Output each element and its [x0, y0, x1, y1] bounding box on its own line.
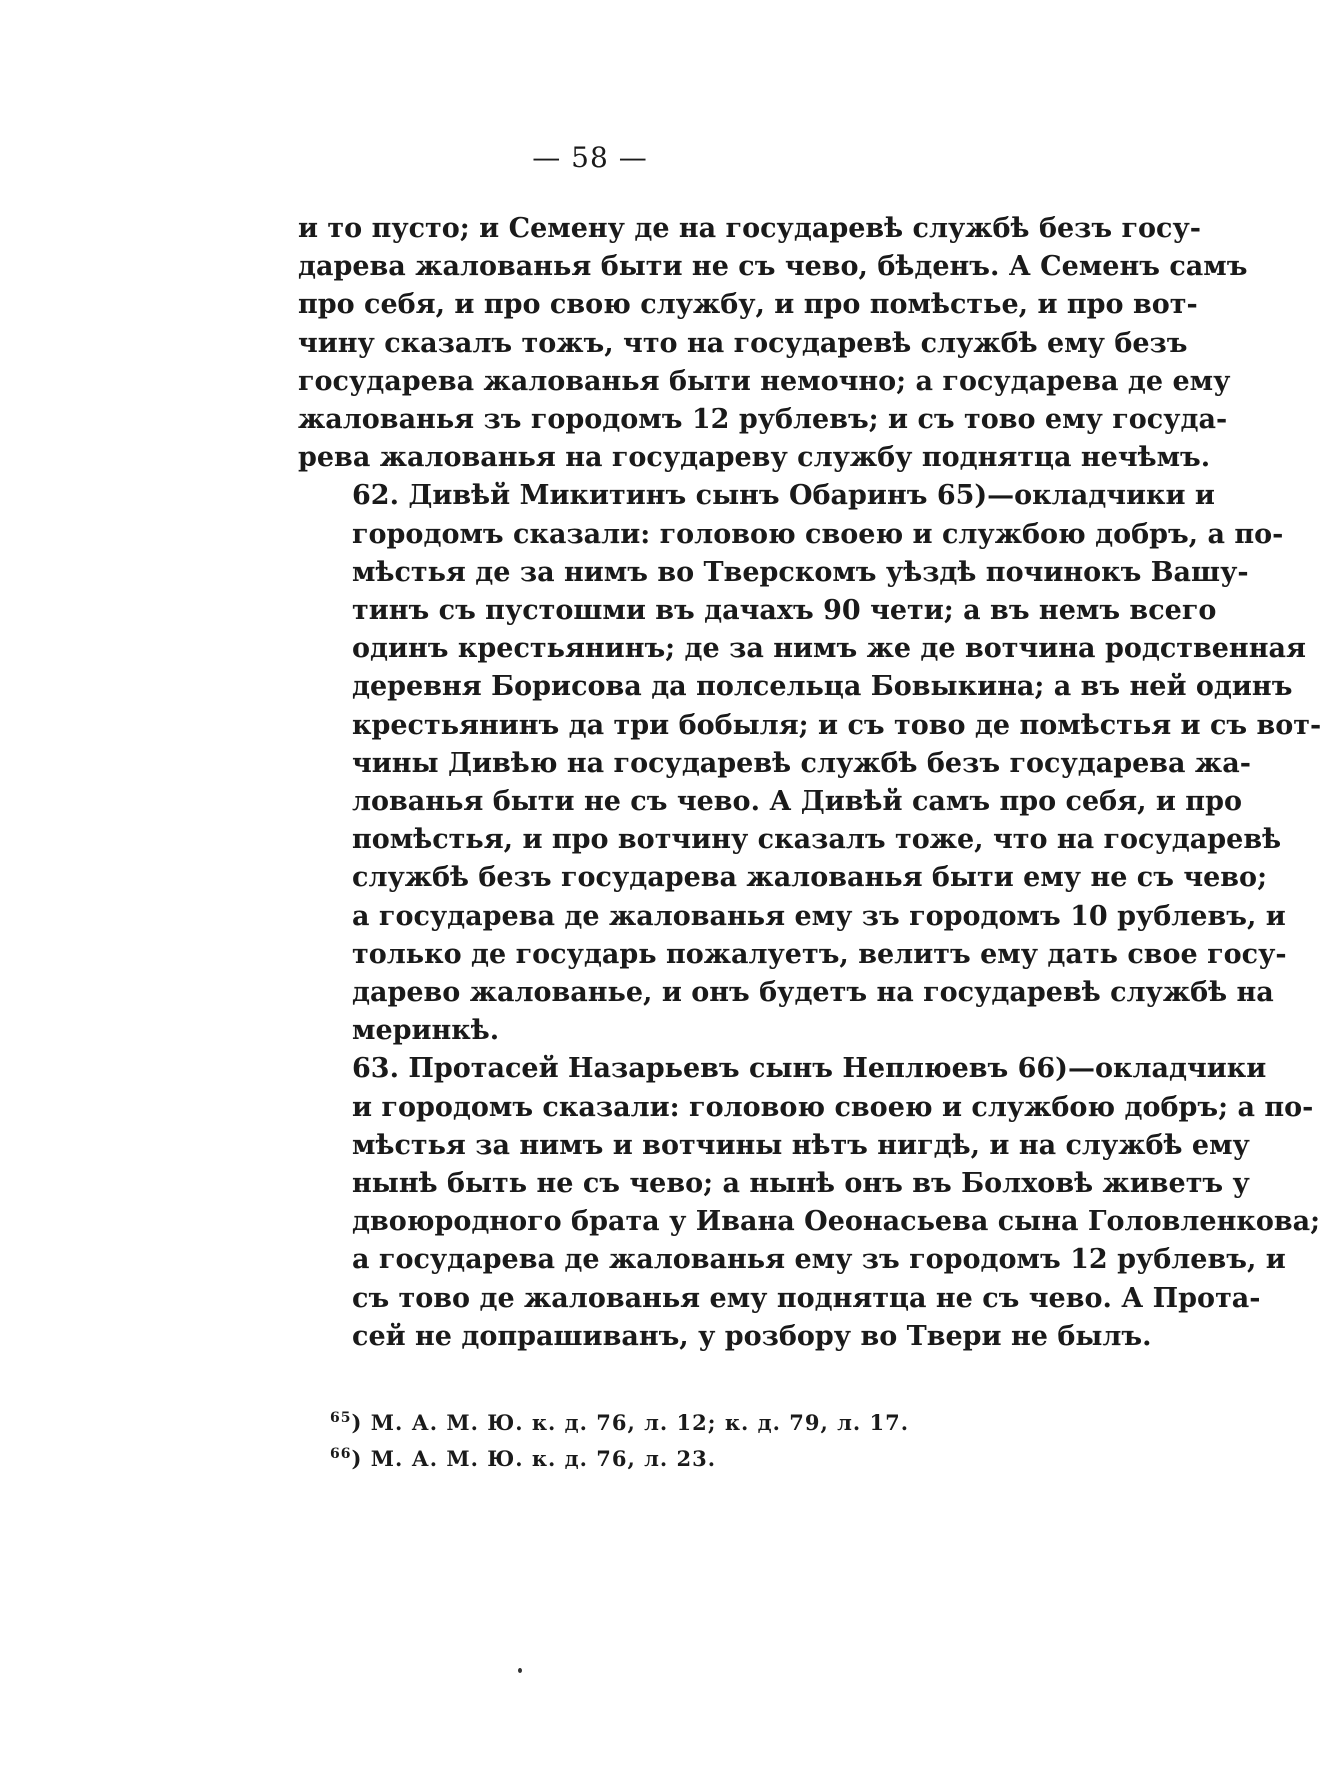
- footnote-paren: ): [351, 1446, 371, 1471]
- footnote-paren: ): [351, 1410, 371, 1435]
- text-line: про себя, и про свою службу, и про помѣстье, и про вот-: [298, 289, 1198, 321]
- footnote-text: М. А. М. Ю. к. д. 76, л. 12; к. д. 79, л. 17.: [370, 1410, 910, 1435]
- paragraph: [298, 1050, 1321, 1356]
- text-line: деревня Борисова да полсельца Бовыкина; а въ ней одинъ: [352, 671, 1293, 703]
- text-line: только де государь пожалуетъ, велитъ ему дать свое госу-: [352, 938, 1287, 970]
- text-line: двоюродного брата у Ивана Оеонасьева сына Головленкова;: [352, 1206, 1321, 1238]
- footnote: [330, 1405, 1030, 1441]
- text-line: а государева де жалованья ему зъ городомъ 10 рублевъ, и: [352, 900, 1286, 932]
- text-line: и то пусто; и Семену де на государевѣ службѣ безъ госу-: [298, 213, 1201, 244]
- footnote-text: М. А. М. Ю. к. д. 76, л. 23.: [370, 1446, 717, 1471]
- text-line: и городомъ сказали: головою своею и службою добръ; а по-: [352, 1091, 1314, 1123]
- text-line: дарева жалованья быти не съ чево, бѣденъ. А Семенъ самъ: [298, 251, 1248, 283]
- text-line: службѣ безъ государева жалованья быти ему не съ чево;: [352, 862, 1268, 894]
- footnote: [330, 1441, 1030, 1477]
- paragraph: [298, 477, 1321, 1050]
- text-line: одинъ крестьянинъ; де за нимъ же де вотчина родственная: [352, 633, 1306, 665]
- footnote-mark: 65: [330, 1410, 352, 1426]
- text-line: 63. Протасей Назарьевъ сынъ Неплюевъ 66)—окладчики: [352, 1053, 1267, 1085]
- text-line: рева жалованья на государеву службу поднятца нечѣмъ.: [298, 442, 1211, 474]
- text-line: чину сказалъ тожъ, что на государевѣ службѣ ему безъ: [298, 327, 1188, 359]
- scan-speck: [518, 1668, 522, 1673]
- text-line: государева жалованья быти немочно; а государева де ему: [298, 365, 1231, 397]
- text-line: нынѣ быть не съ чево; а нынѣ онъ въ Болховѣ живетъ у: [352, 1168, 1250, 1200]
- text-line: а государева де жалованья ему зъ городомъ 12 рублевъ, и: [352, 1244, 1286, 1276]
- text-line: мѣстья за нимъ и вотчины нѣтъ нигдѣ, и на службѣ ему: [352, 1129, 1250, 1161]
- text-line: лованья быти не съ чево. А Дивѣй самъ про себя, и про: [352, 786, 1242, 818]
- footnote-mark: 66: [330, 1446, 352, 1462]
- text-line: 62. Дивѣй Микитинъ сынъ Обаринъ 65)—окладчики и: [352, 480, 1215, 512]
- text-line: сей не допрашиванъ, у розбору во Твери не былъ.: [352, 1320, 1152, 1352]
- body-text: [298, 210, 1321, 1356]
- text-line: тинъ съ пустошми въ дачахъ 90 чети; а въ немъ всего: [352, 595, 1217, 627]
- text-line: чины Дивѣю на государевѣ службѣ безъ государева жа-: [352, 747, 1251, 779]
- text-line: меринкѣ.: [352, 1015, 500, 1047]
- footnotes: [330, 1405, 1030, 1477]
- text-line: мѣстья де за нимъ во Тверскомъ уѣздѣ починокъ Вашу-: [352, 556, 1249, 588]
- text-line: помѣстья, и про вотчину сказалъ тоже, что на государевѣ: [352, 824, 1282, 856]
- text-line: городомъ сказали: головою своею и службою добръ, а по-: [352, 518, 1284, 550]
- text-line: крестьянинъ да три бобыля; и съ тово де помѣстья и съ вот-: [352, 709, 1321, 741]
- page-number: — 58 —: [532, 141, 648, 174]
- paragraph: [298, 210, 1248, 477]
- text-line: дарево жалованье, и онъ будетъ на государевѣ службѣ на: [352, 977, 1274, 1009]
- text-line: жалованья зъ городомъ 12 рублевъ; и съ тово ему госуда-: [298, 404, 1228, 436]
- text-line: съ тово де жалованья ему поднятца не съ чево. А Прота-: [352, 1282, 1261, 1314]
